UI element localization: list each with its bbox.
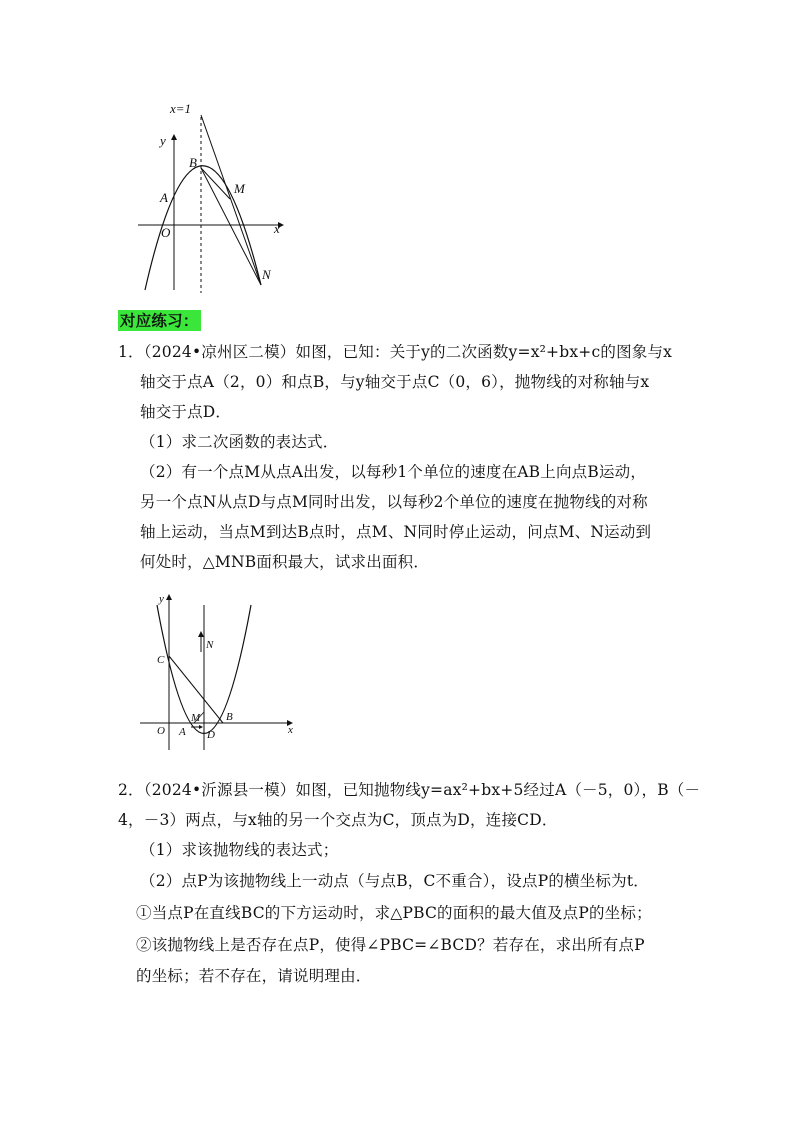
fig2-label-y: y [159,593,164,605]
fig2-label-c: C [157,654,165,666]
fig2-label-x: x [288,724,293,736]
fig1-label-b: B [189,155,197,170]
fig2-label-m: M [191,712,201,724]
fig2-label-b: B [226,711,233,723]
q1-line-3: 轴交于点D． [140,403,232,421]
fig1-label-y: y [160,133,166,148]
fig2-n-arrow-icon [198,631,204,637]
fig1-label-x: x [274,221,280,236]
q1-line-6: 另一个点N从点D与点M同时出发，以每秒2个单位的速度在抛物线的对称 [140,493,648,511]
fig1-label-n: N [262,267,271,282]
section-heading-label: 对应练习： [120,311,199,330]
fig1-label-m: M [234,181,245,196]
q2-line-1: 2．（2024•沂源县一模）如图，已知抛物线y=ax²+bx+5经过A（－5，0），B（－ [118,781,701,799]
fig1-label-axis-line: x=1 [170,101,192,116]
fig2-y-arrow [166,594,172,600]
q1-line-7: 轴上运动，当点M到达B点时，点M、N同时停止运动，问点M、N运动到 [140,523,652,541]
fig1-label-a: A [160,190,168,205]
q2-line-7: 的坐标；若不存在，请说明理由． [136,967,372,985]
q1-line-4: （1）求二次函数的表达式． [140,433,339,451]
fig2-label-o: O [157,725,165,737]
fig1-tangent-line [201,115,261,285]
section-heading [118,311,201,331]
figure-1-parabola [130,95,290,300]
figure-1-svg [130,95,290,300]
q2-line-5: ①当点P在直线BC的下方运动时，求△PBC的面积的最大值及点P的坐标； [136,904,652,922]
q1-line-5: （2）有一个点M从点A出发，以每秒1个单位的速度在AB上向点B运动， [140,463,647,481]
fig1-line-bn [201,168,261,285]
figure-2-svg [135,590,305,750]
q2-line-2: 4，－3）两点，与x轴的另一个交点为C，顶点为D，连接CD． [118,811,558,829]
fig1-y-arrow [171,134,177,140]
q1-line-2: 轴交于点A（2，0）和点B，与y轴交于点C（0，6），抛物线的对称轴与x [140,373,650,391]
q1-line-8: 何处时，△MNB面积最大，试求出面积． [140,553,430,571]
q2-line-6: ②该抛物线上是否存在点P，使得∠PBC=∠BCD？若存在，求出所有点P [136,936,645,954]
fig2-label-n: N [206,639,214,651]
fig2-label-a: A [179,726,186,738]
figure-2-parabola [135,590,305,750]
q2-line-4: （2）点P为该抛物线上一动点（与点B，C不重合），设点P的横坐标为t． [140,872,649,890]
fig2-m-arrow-icon [199,725,203,729]
fig1-label-o: O [161,225,171,240]
fig2-label-d: D [207,729,215,741]
q1-line-1: 1．（2024•凉州区二模）如图，已知：关于y的二次函数y=x²+bx+c的图象与x [118,343,673,361]
q2-line-3: （1）求该抛物线的表达式； [140,841,339,859]
